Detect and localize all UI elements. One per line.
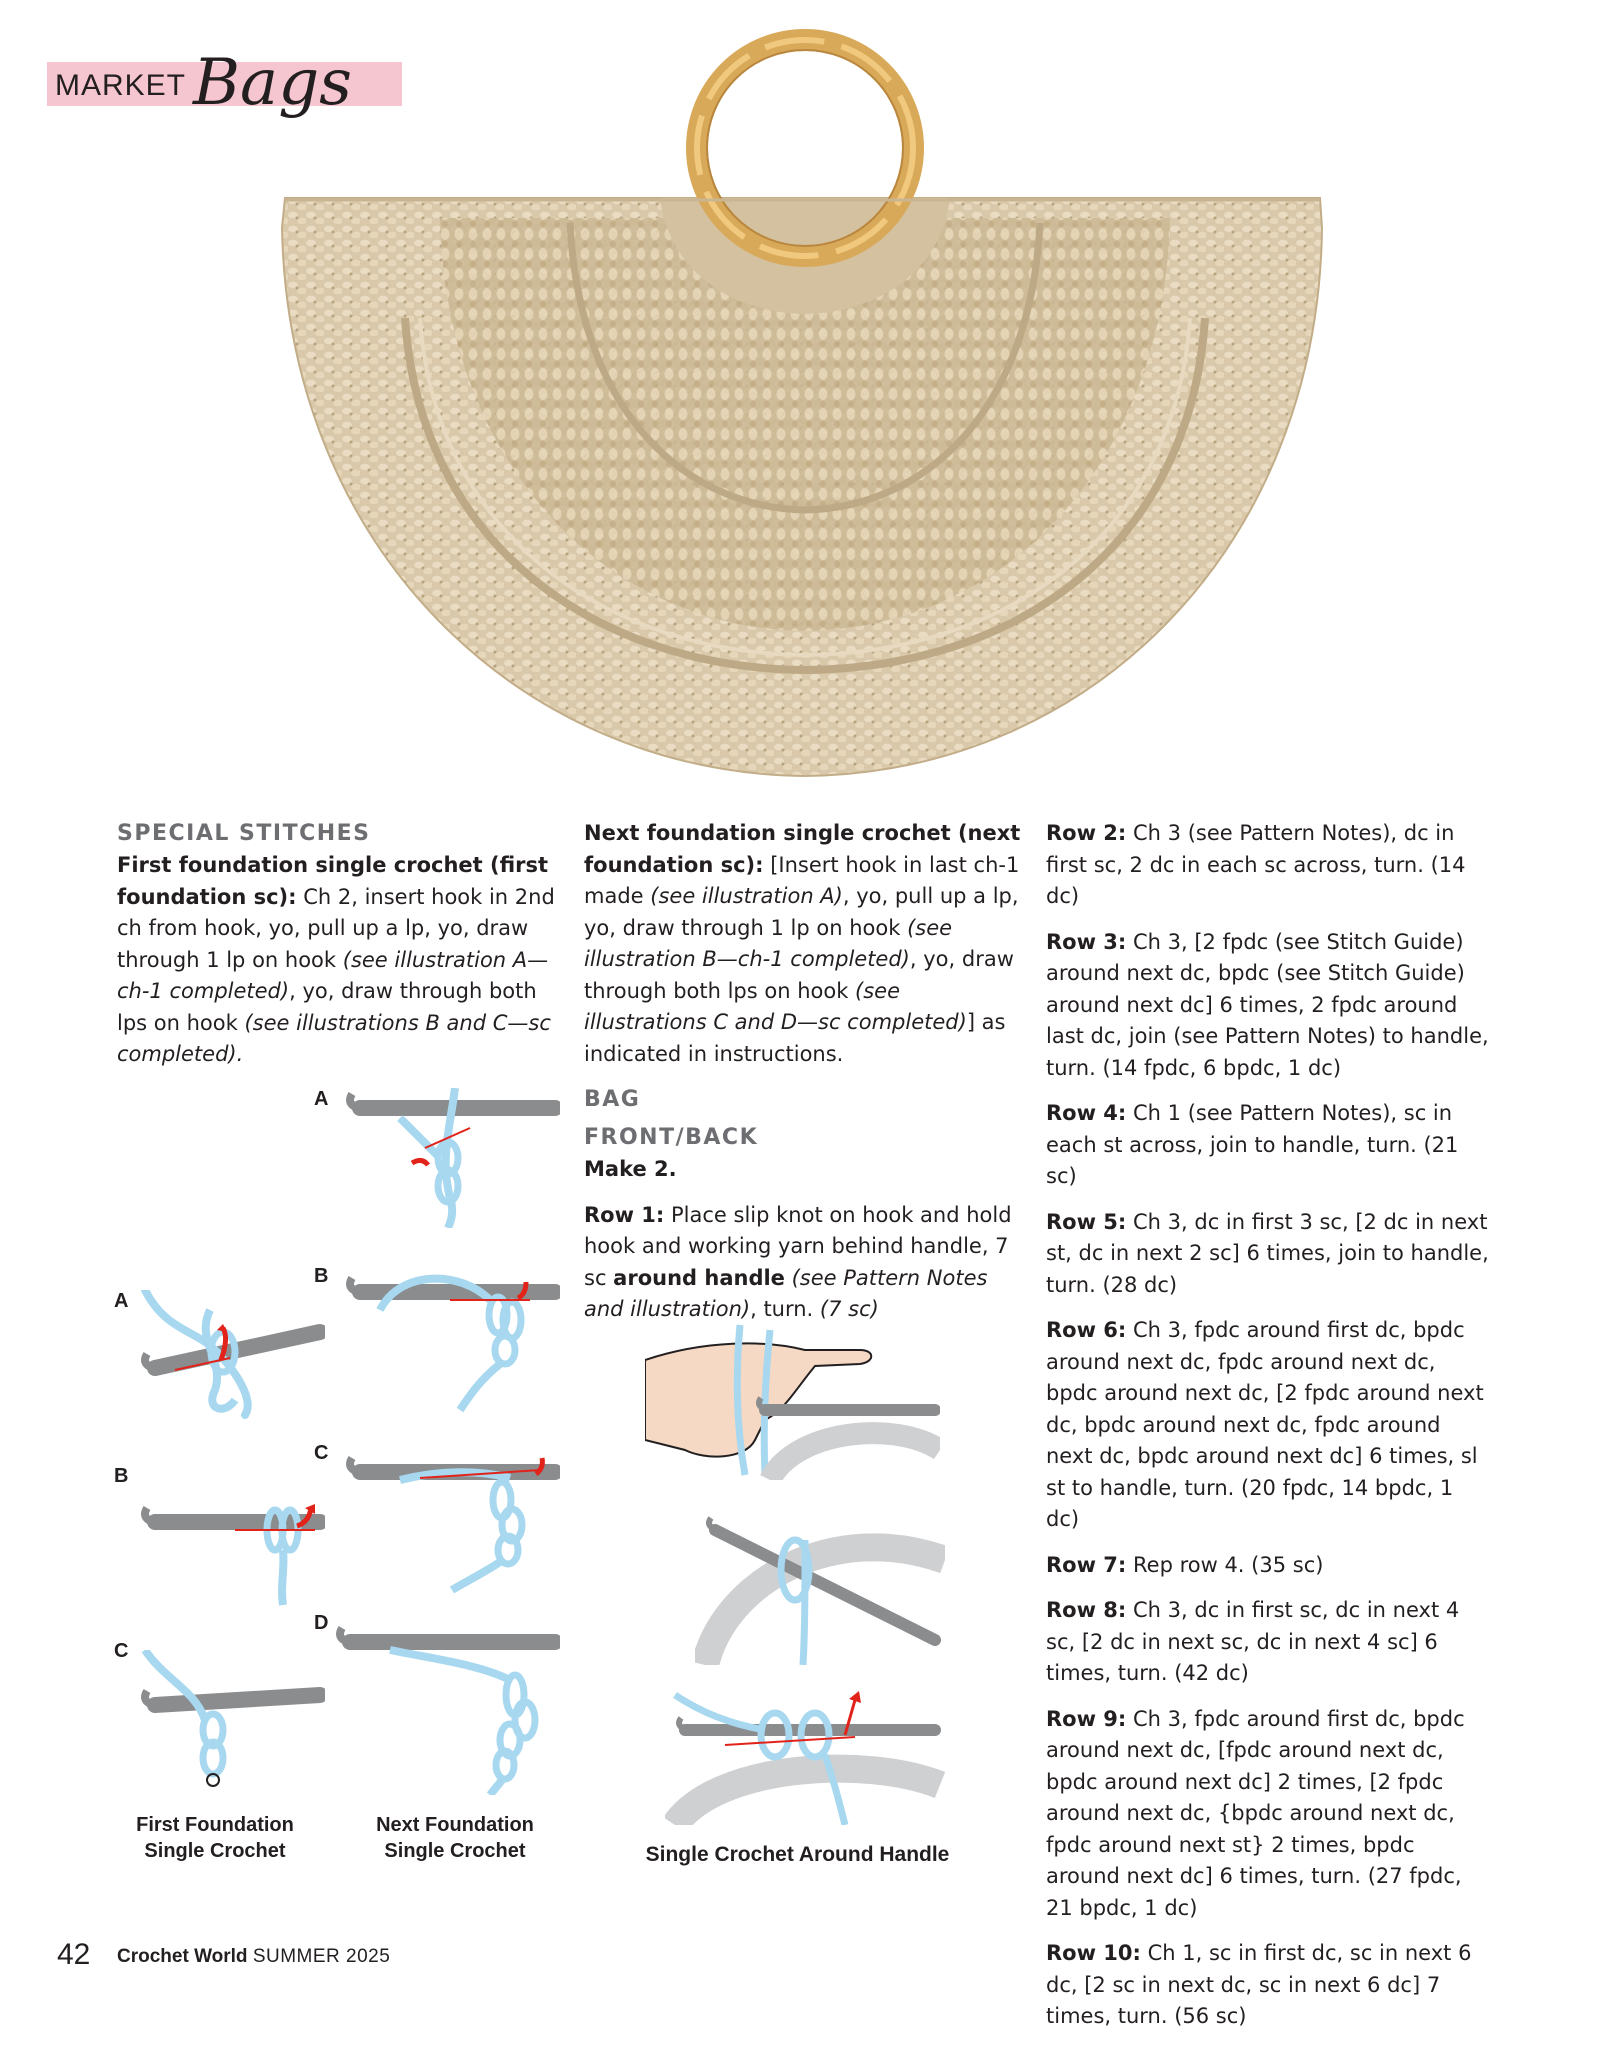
stitch-ref: (see illustration A—ch-1 completed) (117, 947, 549, 1003)
caption-next-foundation: Next Foundation Single Crochet (376, 1814, 534, 1862)
next-foundation-illustration-c (340, 1450, 560, 1595)
stitch-ref: (see illustration A) (650, 884, 843, 908)
magazine-issue: SUMMER 2025 (252, 1946, 391, 1967)
stitch-ref: (see illustration B—ch-1 completed) (584, 915, 953, 971)
row-7-paragraph (1046, 1550, 1491, 1582)
row-text: Ch 3, [2 fpdc (see Stitch Guide) around next dc, bpdc (see Stitch Guide) around next dc] 6 times, 2 fpdc around last dc, join (see Pattern Notes) to handle, turn. (14 fpdc, 6 bpdc, 1 dc) (1046, 929, 1489, 1080)
first-foundation-sc-paragraph (117, 850, 557, 1071)
row-label: Row 7: (1046, 1552, 1127, 1577)
section-word-bags: Bags (193, 46, 352, 120)
stitch-text: ] as indicated in instructions. (584, 1010, 1006, 1066)
row-text: Ch 1, sc in first dc, sc in next 6 dc, [2 sc in next dc, sc in next 6 dc] 7 times, turn. (56 sc) (1046, 1941, 1472, 2028)
row-label: Row 5: (1046, 1209, 1127, 1234)
row-10-paragraph (1046, 1938, 1491, 2033)
illustration-label: C (314, 1442, 329, 1464)
row-text-bold: around handle (613, 1265, 785, 1290)
row-5-paragraph (1046, 1207, 1491, 1302)
first-foundation-illustration-c (135, 1650, 325, 1795)
handle-illustration-hand (645, 1320, 940, 1480)
stitch-text: [Insert hook in last ch-1 made (584, 852, 1020, 908)
row-3-paragraph (1046, 927, 1491, 1085)
stitch-name: Next foundation single crochet (next foundation sc): (584, 821, 1021, 877)
magazine-footer (117, 1946, 390, 1968)
row-8-paragraph (1046, 1595, 1491, 1690)
row-label: Row 2: (1046, 821, 1127, 845)
illustration-label: B (114, 1465, 129, 1487)
caption-first-foundation: First Foundation Single Crochet (136, 1814, 294, 1862)
row-label: Row 10: (1046, 1941, 1141, 1965)
stitch-text: , yo, draw through both lps on hook (584, 947, 1014, 1003)
page-number: 42 (57, 1938, 91, 1971)
special-stitches-heading: SPECIAL STITCHES (117, 821, 371, 846)
next-foundation-sc-paragraph (584, 818, 1024, 1070)
next-foundation-illustration-d (330, 1620, 560, 1795)
illustration-label: A (314, 1088, 329, 1110)
stitch-text: , yo, draw through both lps on hook (117, 979, 537, 1035)
first-foundation-illustration-b (135, 1490, 325, 1610)
illustration-label: C (114, 1640, 129, 1662)
column-special-stitches (117, 818, 557, 1071)
bag-photo (270, 28, 1340, 798)
column-rows (1046, 818, 1491, 2047)
row-label: Row 8: (1046, 1598, 1127, 1622)
make-count (584, 1154, 1024, 1186)
row-text: Ch 3, fpdc around first dc, bpdc around next dc, fpdc around next dc, bpdc around next dc, [2 fpdc around next dc, bpdc around next dc, fpdc around next dc, bpdc around next dc] 6 times, sl st to handle, turn. (20 fpdc, 14 bpdc, 1 dc) (1046, 1318, 1484, 1531)
illustration-label: D (314, 1612, 329, 1634)
stitch-ref: (see illustrations B and C—sc completed). (117, 1010, 551, 1066)
row-9-paragraph (1046, 1704, 1491, 1925)
make-text: Make 2. (584, 1157, 677, 1181)
row-6-paragraph (1046, 1315, 1491, 1536)
next-foundation-illustration-b (340, 1270, 560, 1415)
caption-handle: Single Crochet Around Handle (645, 1843, 950, 1866)
row-1-paragraph (584, 1200, 1024, 1326)
row-label: Row 9: (1046, 1706, 1127, 1731)
row-2-paragraph (1046, 818, 1491, 913)
first-foundation-illustration-a (135, 1290, 325, 1420)
row-label: Row 3: (1046, 929, 1127, 954)
row-4-paragraph (1046, 1098, 1491, 1193)
row-text: Ch 1 (see Pattern Notes), sc in each st across, join to handle, turn. (21 sc) (1046, 1101, 1459, 1188)
stitch-text: Ch 2, insert hook in 2nd ch from hook, yo, pull up a lp, yo, draw through 1 lp on hook (117, 884, 555, 972)
row-text: , turn. (750, 1297, 820, 1321)
illustration-label: A (114, 1290, 129, 1312)
stitch-name: First foundation single crochet (first foundation sc): (117, 853, 549, 909)
magazine-name: Crochet World (117, 1946, 248, 1967)
row-count: (7 sc) (819, 1297, 879, 1321)
row-text: Ch 3, dc in first sc, dc in next 4 sc, [2 dc in next sc, dc in next 4 sc] 6 times, turn. (42 dc) (1046, 1598, 1460, 1685)
row-text: Place slip knot on hook and hold hook and working yarn behind handle, 7 sc (584, 1202, 1012, 1290)
row-text: Rep row 4. (35 sc) (1126, 1552, 1324, 1577)
row-text: Ch 3, dc in first 3 sc, [2 dc in next st, dc in next 2 sc] 6 times, join to handle, turn. (28 dc) (1046, 1209, 1489, 1297)
row-text: Ch 3 (see Pattern Notes), dc in first sc, 2 dc in each sc across, turn. (14 dc) (1046, 821, 1466, 908)
stitch-ref: (see illustrations C and D—sc completed) (584, 978, 967, 1034)
row-label: Row 1: (584, 1202, 665, 1227)
handle-illustration-sc (665, 1675, 945, 1825)
section-word-market: MARKET (55, 69, 187, 102)
row-ref: (see Pattern Notes and illustration) (584, 1265, 988, 1321)
row-label: Row 4: (1046, 1101, 1127, 1125)
column-next-foundation-and-bag (584, 818, 1024, 1340)
front-back-heading: FRONT/BACK (584, 1125, 759, 1150)
stitch-text: , yo, pull up a lp, yo, draw through 1 lp on hook (584, 884, 1019, 940)
row-text: Ch 3, fpdc around first dc, bpdc around next dc, [fpdc around next dc, bpdc around next dc] 2 times, [2 fpdc around next dc, {bpdc around next dc, fpdc around next st} 2 times, bpdc around next dc] 6 times, turn. (27 fpdc, 21 bpdc, 1 dc) (1046, 1706, 1465, 1920)
handle-illustration-around (695, 1500, 945, 1665)
next-foundation-illustration-a (340, 1088, 560, 1228)
row-label: Row 6: (1046, 1318, 1127, 1342)
illustration-label: B (314, 1265, 329, 1287)
bag-heading: BAG (584, 1087, 641, 1112)
